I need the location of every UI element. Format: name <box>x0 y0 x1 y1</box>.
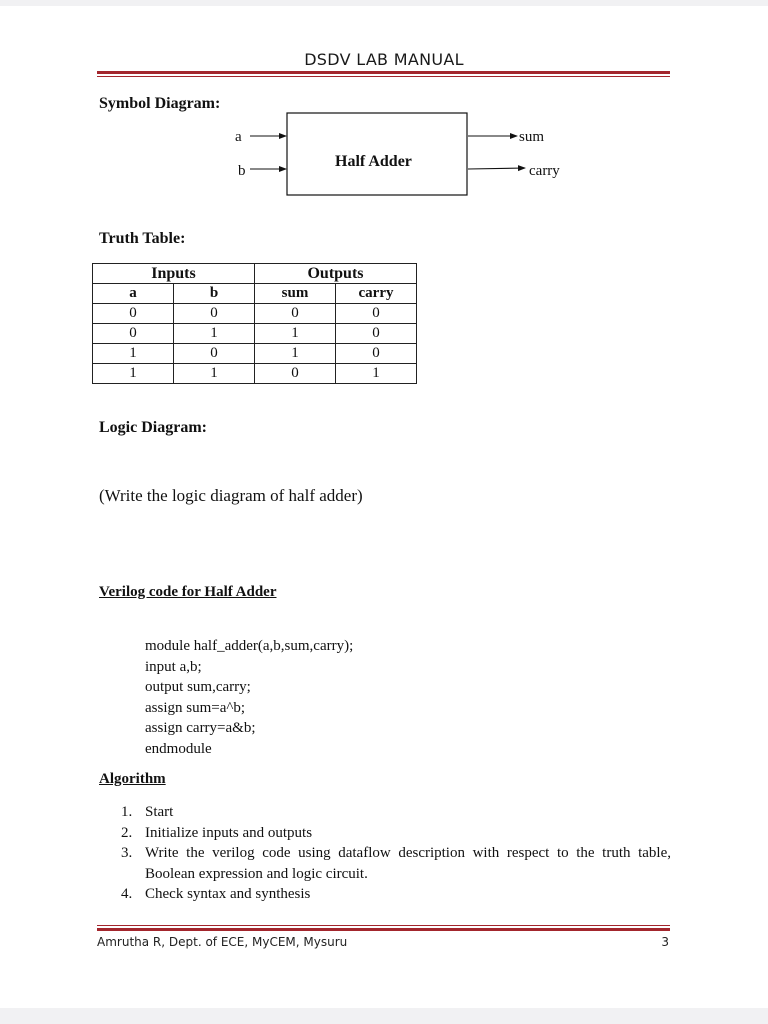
header-rule-thick <box>97 71 670 74</box>
input-b-label: b <box>238 163 246 179</box>
list-item-text: Initialize inputs and outputs <box>145 824 313 841</box>
column-header-sum: sum <box>255 284 336 304</box>
truth-table-heading: Truth Table: <box>99 230 186 247</box>
outputs-group-header: Outputs <box>255 264 417 284</box>
list-item <box>121 802 671 823</box>
column-header-b: b <box>174 284 255 304</box>
verilog-heading: Verilog code for Half Adder <box>99 584 277 600</box>
table-cell: 0 <box>336 344 417 364</box>
table-cell: 0 <box>255 364 336 384</box>
list-item <box>121 823 671 844</box>
list-item <box>121 884 671 905</box>
list-item-text: Write the verilog code using dataflow description with respect to the truth table, Boolean expression and logic circuit. <box>145 845 671 882</box>
table-cell: 0 <box>93 304 174 324</box>
code-line: output sum,carry; <box>145 679 251 696</box>
page-header-title: DSDV LAB MANUAL <box>304 50 464 69</box>
table-row <box>93 304 417 324</box>
column-header-carry: carry <box>336 284 417 304</box>
logic-diagram-note: (Write the logic diagram of half adder) <box>99 486 363 505</box>
page-edge-top <box>0 0 768 6</box>
logic-diagram-heading: Logic Diagram: <box>99 419 207 436</box>
truth-table-group-header-row <box>93 264 417 284</box>
list-item-number: 2. <box>121 824 133 841</box>
table-cell: 1 <box>255 324 336 344</box>
table-cell: 1 <box>174 324 255 344</box>
table-cell: 1 <box>336 364 417 384</box>
truth-table <box>92 263 417 384</box>
table-cell: 1 <box>255 344 336 364</box>
truth-table-column-header-row <box>93 284 417 304</box>
table-cell: 0 <box>255 304 336 324</box>
code-line: assign carry=a&b; <box>145 720 256 737</box>
table-row <box>93 364 417 384</box>
algorithm-list <box>121 802 671 905</box>
inputs-group-header: Inputs <box>93 264 255 284</box>
table-cell: 0 <box>336 304 417 324</box>
table-row <box>93 324 417 344</box>
page-edge-bottom <box>0 1008 768 1024</box>
table-cell: 1 <box>174 364 255 384</box>
list-item-number: 4. <box>121 886 133 903</box>
list-item-number: 1. <box>121 804 133 820</box>
output-carry-label: carry <box>529 163 560 179</box>
table-cell: 0 <box>93 324 174 344</box>
list-item-text: Start <box>145 804 174 820</box>
code-line: assign sum=a^b; <box>145 699 246 716</box>
table-cell: 0 <box>174 304 255 324</box>
footer-author: Amrutha R, Dept. of ECE, MyCEM, Mysuru <box>97 935 348 949</box>
half-adder-block-label: Half Adder <box>335 153 412 170</box>
verilog-code-block <box>145 636 353 760</box>
column-header-a: a <box>93 284 174 304</box>
code-line: endmodule <box>145 740 212 757</box>
footer-rule-thick <box>97 928 670 931</box>
list-item-number: 3. <box>121 845 133 862</box>
code-line: module half_adder(a,b,sum,carry); <box>145 638 354 654</box>
algorithm-heading: Algorithm <box>99 771 166 787</box>
table-row <box>93 344 417 364</box>
header-rule-thin <box>97 76 670 77</box>
input-a-label: a <box>235 129 242 145</box>
table-cell: 1 <box>93 364 174 384</box>
list-item-text: Check syntax and synthesis <box>145 886 311 903</box>
code-line: input a,b; <box>145 658 202 675</box>
output-sum-label: sum <box>519 129 545 145</box>
footer-rule-thin <box>97 925 670 926</box>
table-cell: 0 <box>336 324 417 344</box>
table-cell: 1 <box>93 344 174 364</box>
output-carry-arrow <box>468 168 525 169</box>
symbol-diagram-heading: Symbol Diagram: <box>99 95 221 112</box>
footer-page-number: 3 <box>661 935 669 949</box>
list-item <box>121 843 671 884</box>
table-cell: 0 <box>174 344 255 364</box>
